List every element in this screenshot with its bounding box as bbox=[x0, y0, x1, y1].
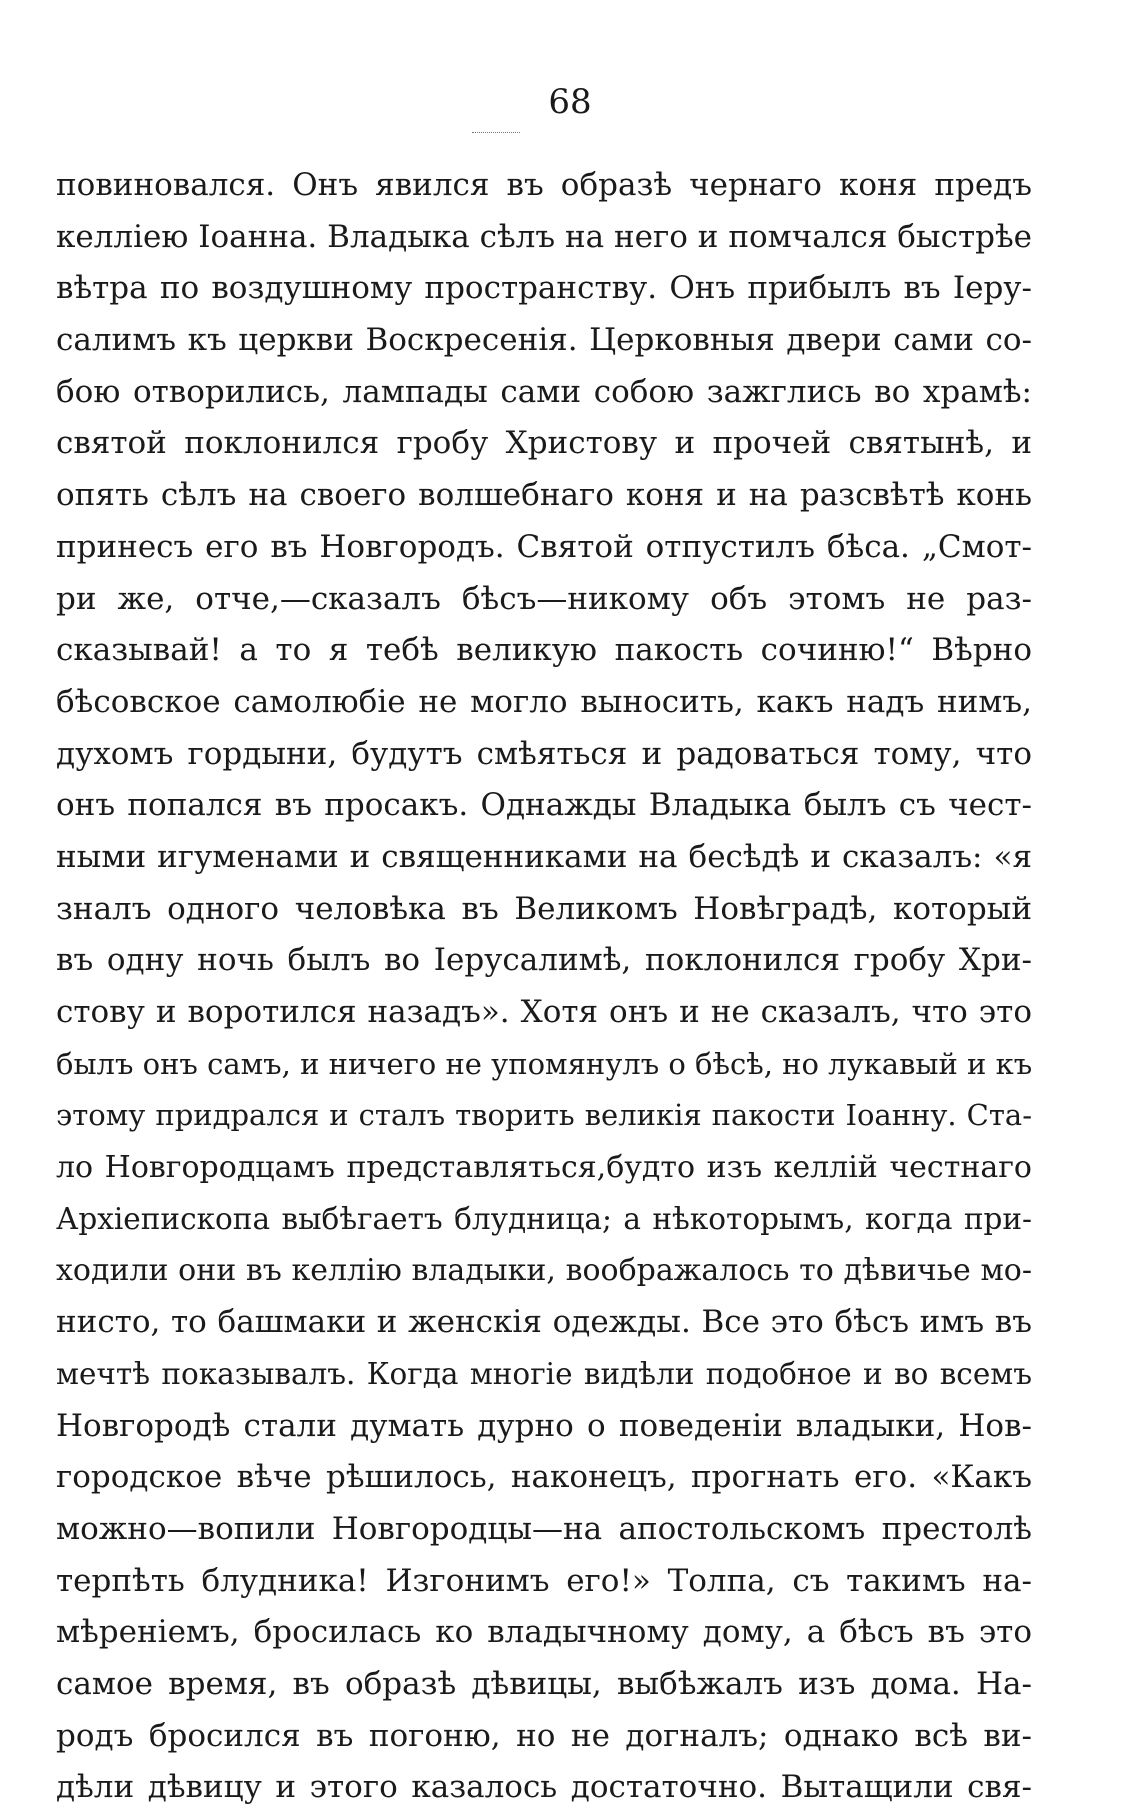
text-line: духомъ гордыни, будутъ смѣяться и радоваться тому, что bbox=[56, 735, 1032, 772]
text-line: родъ бросился въ погоню, но не догналъ; однако всѣ ви- bbox=[56, 1717, 1032, 1754]
text-line: нисто, то башмаки и женскiя одежды. Все это бѣсъ имъ въ bbox=[56, 1304, 1032, 1341]
text-line: ри же, отче,—сказалъ бѣсъ—никому объ этомъ не раз- bbox=[56, 580, 1032, 617]
text-line: ными игуменами и священниками на бесѣдѣ и сказалъ: «я bbox=[56, 838, 1032, 875]
text-line: салимъ къ церкви Воскресенiя. Церковныя двери сами со- bbox=[56, 322, 1032, 359]
text-line: ло Новгородцамъ представляться,будто изъ келлiй честнаго bbox=[56, 1150, 1032, 1186]
text-line: онъ попался въ просакъ. Однажды Владыка былъ съ чест- bbox=[56, 787, 1032, 824]
text-line: Новгородѣ стали думать дурно о поведенiи владыки, Нов- bbox=[56, 1407, 1032, 1444]
text-line: зналъ одного человѣка въ Великомъ Новѣградѣ, который bbox=[56, 890, 1032, 927]
page-number-rule bbox=[472, 132, 520, 133]
text-line: келлiею Iоанна. Владыка сѣлъ на него и помчался быстрѣе bbox=[56, 218, 1032, 255]
text-line: вѣтра по воздушному пространству. Онъ прибылъ въ Iеру- bbox=[56, 270, 1032, 307]
text-line: дѣли дѣвицу и этого казалось достаточно. Вытащили свя- bbox=[56, 1769, 1032, 1806]
text-line: принесъ его въ Новгородъ. Святой отпустилъ бѣса. „Смот- bbox=[56, 528, 1032, 565]
page-number: 68 bbox=[548, 82, 592, 122]
text-line: Архiепископа выбѣгаетъ блудница; а нѣкоторымъ, когда при- bbox=[56, 1201, 1032, 1236]
body-text bbox=[56, 160, 1032, 1814]
text-line: опять сѣлъ на своего волшебнаго коня и на разсвѣтѣ конь bbox=[56, 477, 1032, 514]
text-line: этому придрался и сталъ творить великiя пакости Iоанну. Ста- bbox=[56, 1098, 1032, 1133]
text-line: самое время, въ образѣ дѣвицы, выбѣжалъ изъ дома. На- bbox=[56, 1665, 1032, 1702]
text-line: святой поклонился гробу Христову и прочей святынѣ, и bbox=[56, 425, 1032, 462]
text-line: городское вѣче рѣшилось, наконецъ, прогнать его. «Какъ bbox=[56, 1459, 1032, 1496]
text-line: бою отворились, лампады сами собою зажглись во храмѣ: bbox=[56, 373, 1032, 410]
text-line: можно—вопили Новгородцы—на апостольскомъ престолѣ bbox=[56, 1510, 1032, 1547]
text-line: стову и воротился назадъ». Хотя онъ и не сказалъ, что это bbox=[56, 994, 1032, 1030]
text-line: повиновался. Онъ явился въ образѣ чернаго коня предъ bbox=[56, 167, 1032, 203]
text-line: мѣренiемъ, бросилась ко владычному дому, а бѣсъ въ это bbox=[56, 1614, 1032, 1651]
text-line: бѣсовское самолюбiе не могло выносить, какъ надъ нимъ, bbox=[56, 683, 1032, 720]
text-line: въ одну ночь былъ во Iерусалимѣ, поклонился гробу Хри- bbox=[56, 942, 1032, 979]
text-line: сказывай! а то я тебѣ великую пакость сочиню!“ Вѣрно bbox=[56, 632, 1032, 669]
text-line: мечтѣ показывалъ. Когда многiе видѣли подобное и во всемъ bbox=[56, 1356, 1032, 1391]
text-line: ходили они въ келлiю владыки, воображалось то дѣвичье мо- bbox=[56, 1253, 1032, 1289]
text-line: терпѣть блудника! Изгонимъ его!» Толпа, съ такимъ на- bbox=[56, 1562, 1032, 1599]
text-line: былъ онъ самъ, и ничего не упомянулъ о бѣсѣ, но лукавый и къ bbox=[56, 1046, 1032, 1081]
